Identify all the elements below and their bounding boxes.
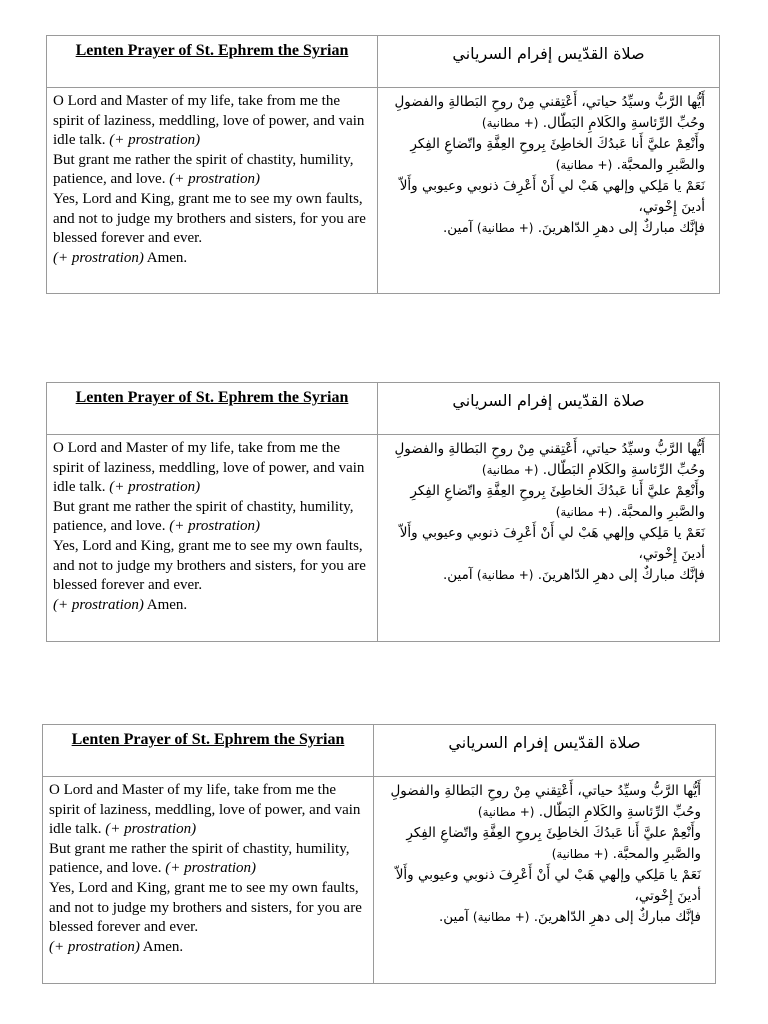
prayer-arabic-l1: أَيُّها الرَّبُّ وسيِّدُ حياتي، أَعْتِقني مِنْ روحِ البَطالةِ والفضولِ وحُبِّ الرِّئاسةِ والكَلامِ البَطّال. bbox=[390, 783, 701, 820]
amen-english: Amen. bbox=[146, 249, 188, 266]
prayer-english-p2: But grant me rather the spirit of chastity, humility, patience, and love. bbox=[53, 498, 354, 535]
prayer-english-p3: Yes, Lord and King, grant me to see my own faults, and not to judge my brothers and sisters, for you are blessed forever and ever. bbox=[53, 190, 366, 247]
prayer-arabic-l1: أَيُّها الرَّبُّ وسيِّدُ حياتي، أَعْتِقني مِنْ روحِ البَطالةِ والفضولِ وحُبِّ الرِّئاسةِ والكَلامِ البَطّال. bbox=[394, 441, 705, 478]
prayer-english-p2: But grant me rather the spirit of chastity, humility, patience, and love. bbox=[53, 151, 354, 188]
amen-arabic: آمين. bbox=[442, 220, 473, 236]
prayer-english bbox=[47, 435, 378, 641]
metania-note: (+ مطانية) bbox=[481, 116, 539, 130]
prayer-arabic bbox=[378, 435, 719, 641]
prayer-arabic bbox=[374, 777, 715, 983]
prayer-english-p1: O Lord and Master of my life, take from me the spirit of laziness, meddling, love of power, and vain idle talk. bbox=[53, 93, 365, 149]
metania-note: (+ مطانية) bbox=[476, 221, 534, 235]
prayer-english-p1: O Lord and Master of my life, take from me the spirit of laziness, meddling, love of power, and vain idle talk. bbox=[53, 440, 365, 496]
prayer-english-p2: But grant me rather the spirit of chastity, humility, patience, and love. bbox=[49, 840, 350, 877]
prayer-english-p1: O Lord and Master of my life, take from me the spirit of laziness, meddling, love of power, and vain idle talk. bbox=[49, 782, 361, 838]
amen-english: Amen. bbox=[146, 596, 188, 613]
prostration-note: (+ prostration) bbox=[109, 479, 201, 496]
title-english: Lenten Prayer of St. Ephrem the Syrian bbox=[43, 725, 374, 777]
title-arabic: صلاة القدّيس إفرام السرياني bbox=[374, 725, 715, 777]
prostration-note: (+ prostration) bbox=[165, 860, 257, 877]
prayer-arabic-l1: أَيُّها الرَّبُّ وسيِّدُ حياتي، أَعْتِقني مِنْ روحِ البَطالةِ والفضولِ وحُبِّ الرِّئاسةِ والكَلامِ البَطّال. bbox=[394, 94, 705, 131]
metania-note: (+ مطانية) bbox=[472, 910, 530, 924]
metania-note: (+ مطانية) bbox=[481, 463, 539, 477]
prayer-card-1 bbox=[46, 35, 720, 294]
prayer-english bbox=[47, 88, 378, 293]
prostration-note: (+ prostration) bbox=[53, 249, 144, 266]
metania-note: (+ مطانية) bbox=[555, 158, 613, 172]
prayer-card-2 bbox=[46, 382, 720, 642]
prostration-note: (+ prostration) bbox=[53, 596, 144, 613]
prayer-arabic-l3: نَعَمْ يا مَلِكي وإلهي هَبْ لي أَنْ أَعْرِفَ ذنوبي وعيوبي وأَلاّ أدينَ إِخْوتي، bbox=[399, 178, 705, 215]
prayer-card-3 bbox=[42, 724, 716, 984]
prayer-english-p3: Yes, Lord and King, grant me to see my own faults, and not to judge my brothers and sisters, for you are blessed forever and ever. bbox=[49, 879, 362, 936]
title-english: Lenten Prayer of St. Ephrem the Syrian bbox=[47, 36, 378, 88]
amen-arabic: آمين. bbox=[442, 567, 473, 583]
prayer-arabic-l3: نَعَمْ يا مَلِكي وإلهي هَبْ لي أَنْ أَعْرِفَ ذنوبي وعيوبي وأَلاّ أدينَ إِخْوتي، bbox=[395, 867, 701, 904]
metania-note: (+ مطانية) bbox=[476, 568, 534, 582]
prayer-arabic-l3: نَعَمْ يا مَلِكي وإلهي هَبْ لي أَنْ أَعْرِفَ ذنوبي وعيوبي وأَلاّ أدينَ إِخْوتي، bbox=[399, 525, 705, 562]
prayer-english bbox=[43, 777, 374, 983]
prayer-arabic-l4: فإنَّك مباركٌ إلى دهرِ الدّاهرينَ. bbox=[537, 220, 705, 236]
prayer-arabic-l4: فإنَّك مباركٌ إلى دهرِ الدّاهرينَ. bbox=[537, 567, 705, 583]
prayer-arabic-l2: وأَنْعِمْ عليَّ أَنا عَبدُكَ الخاطِئَ بِروحِ العِفَّةِ واتّضاعِ الفِكرِ والصَّبرِ والمحبَّة. bbox=[410, 136, 705, 173]
prayer-arabic-l4: فإنَّك مباركٌ إلى دهرِ الدّاهرينَ. bbox=[533, 909, 701, 925]
amen-english: Amen. bbox=[142, 938, 184, 955]
amen-arabic: آمين. bbox=[438, 909, 469, 925]
title-arabic: صلاة القدّيس إفرام السرياني bbox=[378, 36, 719, 88]
prostration-note: (+ prostration) bbox=[169, 518, 261, 535]
title-english: Lenten Prayer of St. Ephrem the Syrian bbox=[47, 383, 378, 435]
prostration-note: (+ prostration) bbox=[105, 821, 197, 838]
title-arabic: صلاة القدّيس إفرام السرياني bbox=[378, 383, 719, 435]
prostration-note: (+ prostration) bbox=[109, 132, 201, 149]
prostration-note: (+ prostration) bbox=[49, 938, 140, 955]
metania-note: (+ مطانية) bbox=[551, 847, 609, 861]
prostration-note: (+ prostration) bbox=[169, 171, 261, 188]
prayer-arabic-l2: وأَنْعِمْ عليَّ أَنا عَبدُكَ الخاطِئَ بِروحِ العِفَّةِ واتّضاعِ الفِكرِ والصَّبرِ والمحبَّة. bbox=[406, 825, 701, 862]
prayer-arabic bbox=[378, 88, 719, 293]
metania-note: (+ مطانية) bbox=[555, 505, 613, 519]
metania-note: (+ مطانية) bbox=[477, 805, 535, 819]
prayer-english-p3: Yes, Lord and King, grant me to see my own faults, and not to judge my brothers and sisters, for you are blessed forever and ever. bbox=[53, 537, 366, 594]
prayer-arabic-l2: وأَنْعِمْ عليَّ أَنا عَبدُكَ الخاطِئَ بِروحِ العِفَّةِ واتّضاعِ الفِكرِ والصَّبرِ والمحبَّة. bbox=[410, 483, 705, 520]
